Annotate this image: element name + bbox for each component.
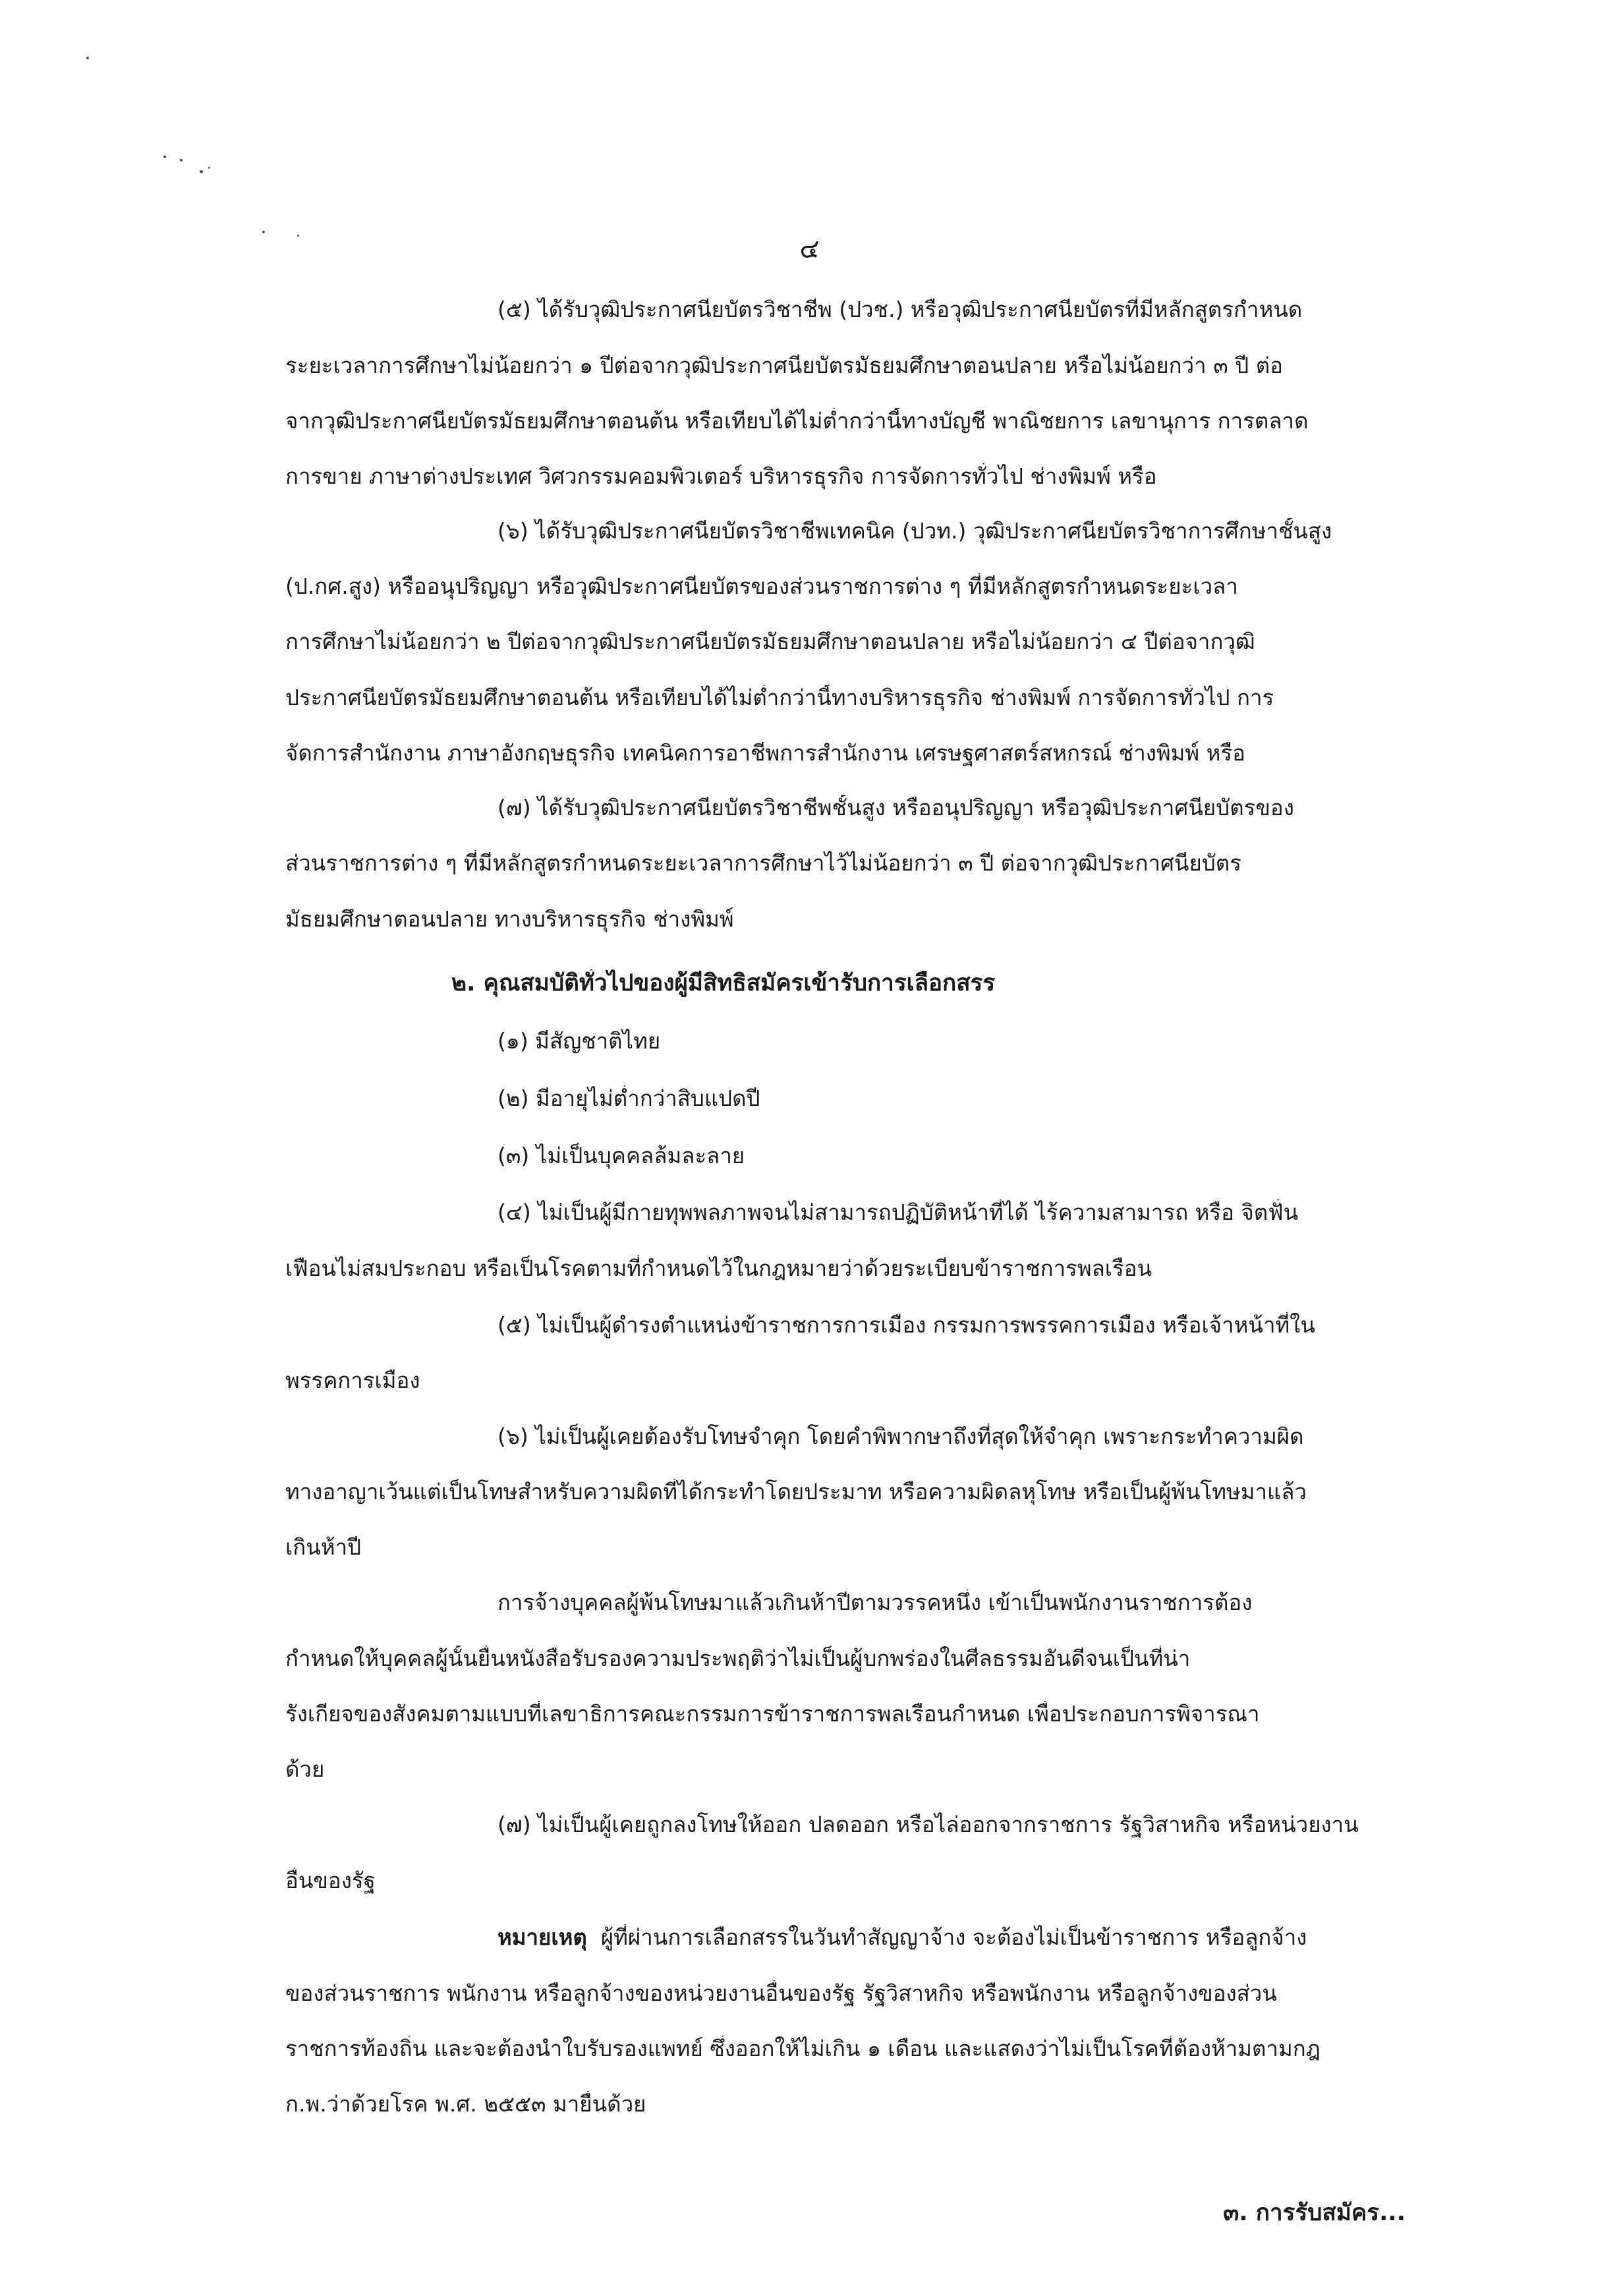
s2-item6-line2: ทางอาญาเว้นแต่เป็นโทษสำหรับความผิดที่ได้กระทำโดยประมาท หรือความผิดลหุโทษ หรือเป็นผู้พ้นโทษมาแล้ว [285, 1479, 1307, 1505]
note-line3: ราชการท้องถิ่น และจะต้องนำใบรับรองแพทย์ ซึ่งออกให้ไม่เกิน ๑ เดือน และแสดงว่าไม่เป็นโรคที่ต้องห้ามตามกฎ [285, 2036, 1321, 2061]
note-label: หมายเหตุ [497, 1924, 587, 1950]
s1-item6-line4: ประกาศนียบัตรมัธยมศึกษาตอนต้น หรือเทียบได้ไม่ต่ำกว่านี้ทางบริหารธุรกิจ ช่างพิมพ์ การจัดการทั่วไป การ [285, 685, 1274, 710]
s2-item6-line3: เกินห้าปี [285, 1534, 362, 1560]
s1-item6-line1: (๖) ได้รับวุฒิประกาศนียบัตรวิชาชีพเทคนิค (ปวท.) วุฒิประกาศนียบัตรวิชาการศึกษาชั้นสูง [497, 518, 1332, 544]
s2-item2: (๒) มีอายุไม่ต่ำกว่าสิบแปดปี [497, 1085, 760, 1111]
s2-item4-line1: (๔) ไม่เป็นผู้มีกายทุพพลภาพจนไม่สามารถปฏิบัติหน้าที่ได้ ไร้ความสามารถ หรือ จิตฟั่น [497, 1199, 1299, 1225]
note-line2: ของส่วนราชการ พนักงาน หรือลูกจ้างของหน่วยงานอื่นของรัฐ รัฐวิสาหกิจ หรือพนักงาน หรือลูกจ้างของส่วน [285, 1980, 1277, 2006]
s1-item7-line3: มัธยมศึกษาตอนปลาย ทางบริหารธุรกิจ ช่างพิมพ์ [285, 906, 734, 932]
s2-item1: (๑) มีสัญชาติไทย [497, 1028, 661, 1054]
s2-item4-line2: เฟือนไม่สมประกอบ หรือเป็นโรคตามที่กำหนดไว้ในกฎหมายว่าด้วยระเบียบข้าราชการพลเรือน [285, 1255, 1152, 1281]
s1-item5-line4: การขาย ภาษาต่างประเทศ วิศวกรรมคอมพิวเตอร์ บริหารธุรกิจ การจัดการทั่วไป ช่างพิมพ์ หรือ [285, 463, 1157, 489]
s2-para-line4: ด้วย [285, 1756, 325, 1782]
continuation-marker: ๓. การรับสมัคร... [1223, 2200, 1406, 2226]
s1-item7-line1: (๗) ได้รับวุฒิประกาศนียบัตรวิชาชีพชั้นสูง หรืออนุปริญญา หรือวุฒิประกาศนียบัตรของ [497, 795, 1294, 820]
s1-item5-line2: ระยะเวลาการศึกษาไม่น้อยกว่า ๑ ปีต่อจากวุฒิประกาศนียบัตรมัธยมศึกษาตอนปลาย หรือไม่น้อยกว่า ๓ ปี ต่อ [285, 353, 1283, 378]
s2-item5-line1: (๕) ไม่เป็นผู้ดำรงตำแหน่งข้าราชการการเมือง กรรมการพรรคการเมือง หรือเจ้าหน้าที่ใน [497, 1312, 1315, 1338]
s1-item7-line2: ส่วนราชการต่าง ๆ ที่มีหลักสูตรกำหนดระยะเวลาการศึกษาไว้ไม่น้อยกว่า ๓ ปี ต่อจากวุฒิประกาศนียบัตร [285, 850, 1241, 876]
s2-item5-line2: พรรคการเมือง [285, 1367, 420, 1393]
section2-heading: ๒. คุณสมบัติทั่วไปของผู้มีสิทธิสมัครเข้ารับการเลือกสรร [451, 970, 996, 996]
note-line4: ก.พ.ว่าด้วยโรค พ.ศ. ๒๕๕๓ มายื่นด้วย [285, 2091, 646, 2117]
s2-item6-line1: (๖) ไม่เป็นผู้เคยต้องรับโทษจำคุก โดยคำพิพากษาถึงที่สุดให้จำคุก เพราะกระทำความผิด [497, 1423, 1304, 1449]
s2-para-line2: กำหนดให้บุคคลผู้นั้นยื่นหนังสือรับรองความประพฤติว่าไม่เป็นผู้บกพร่องในศีลธรรมอันดีจนเป็นที่น่า [285, 1646, 1191, 1671]
s1-item5-line1: (๕) ได้รับวุฒิประกาศนียบัตรวิชาชีพ (ปวช.) หรือวุฒิประกาศนียบัตรที่มีหลักสูตรกำหนด [497, 297, 1303, 322]
s1-item6-line3: การศึกษาไม่น้อยกว่า ๒ ปีต่อจากวุฒิประกาศนียบัตรมัธยมศึกษาตอนปลาย หรือไม่น้อยกว่า ๔ ปีต่อจากวุฒิ [285, 629, 1255, 654]
s2-item3: (๓) ไม่เป็นบุคคลล้มละลาย [497, 1143, 745, 1168]
page-number: ๔ [799, 234, 820, 264]
s2-item7-line1: (๗) ไม่เป็นผู้เคยถูกลงโทษให้ออก ปลดออก หรือไล่ออกจากราชการ รัฐวิสาหกิจ หรือหน่วยงาน [497, 1812, 1359, 1837]
s1-item6-line5: จัดการสำนักงาน ภาษาอังกฤษธุรกิจ เทคนิคการอาชีพการสำนักงาน เศรษฐศาสตร์สหกรณ์ ช่างพิมพ์ หรือ [285, 740, 1245, 766]
s1-item6-line2: (ป.กศ.สูง) หรืออนุปริญญา หรือวุฒิประกาศนียบัตรของส่วนราชการต่าง ๆ ที่มีหลักสูตรกำหนดระยะเวลา [285, 573, 1238, 599]
s2-para-line1: การจ้างบุคคลผู้พ้นโทษมาแล้วเกินห้าปีตามวรรคหนึ่ง เข้าเป็นพนักงานราชการต้อง [497, 1590, 1253, 1615]
s2-item7-line2: อื่นของรัฐ [285, 1868, 376, 1893]
note-line1 [497, 1924, 1406, 1951]
s1-item5-line3: จากวุฒิประกาศนียบัตรมัธยมศึกษาตอนต้น หรือเทียบได้ไม่ต่ำกว่านี้ทางบัญชี พาณิชยการ เลขานุการ การตลาด [285, 408, 1309, 434]
s2-para-line3: รังเกียจของสังคมตามแบบที่เลขาธิการคณะกรรมการข้าราชการพลเรือนกำหนด เพื่อประกอบการพิจารณา [285, 1701, 1260, 1727]
note-text-1: ผู้ที่ผ่านการเลือกสรรในวันทำสัญญาจ้าง จะต้องไม่เป็นข้าราชการ หรือลูกจ้าง [600, 1924, 1307, 1950]
